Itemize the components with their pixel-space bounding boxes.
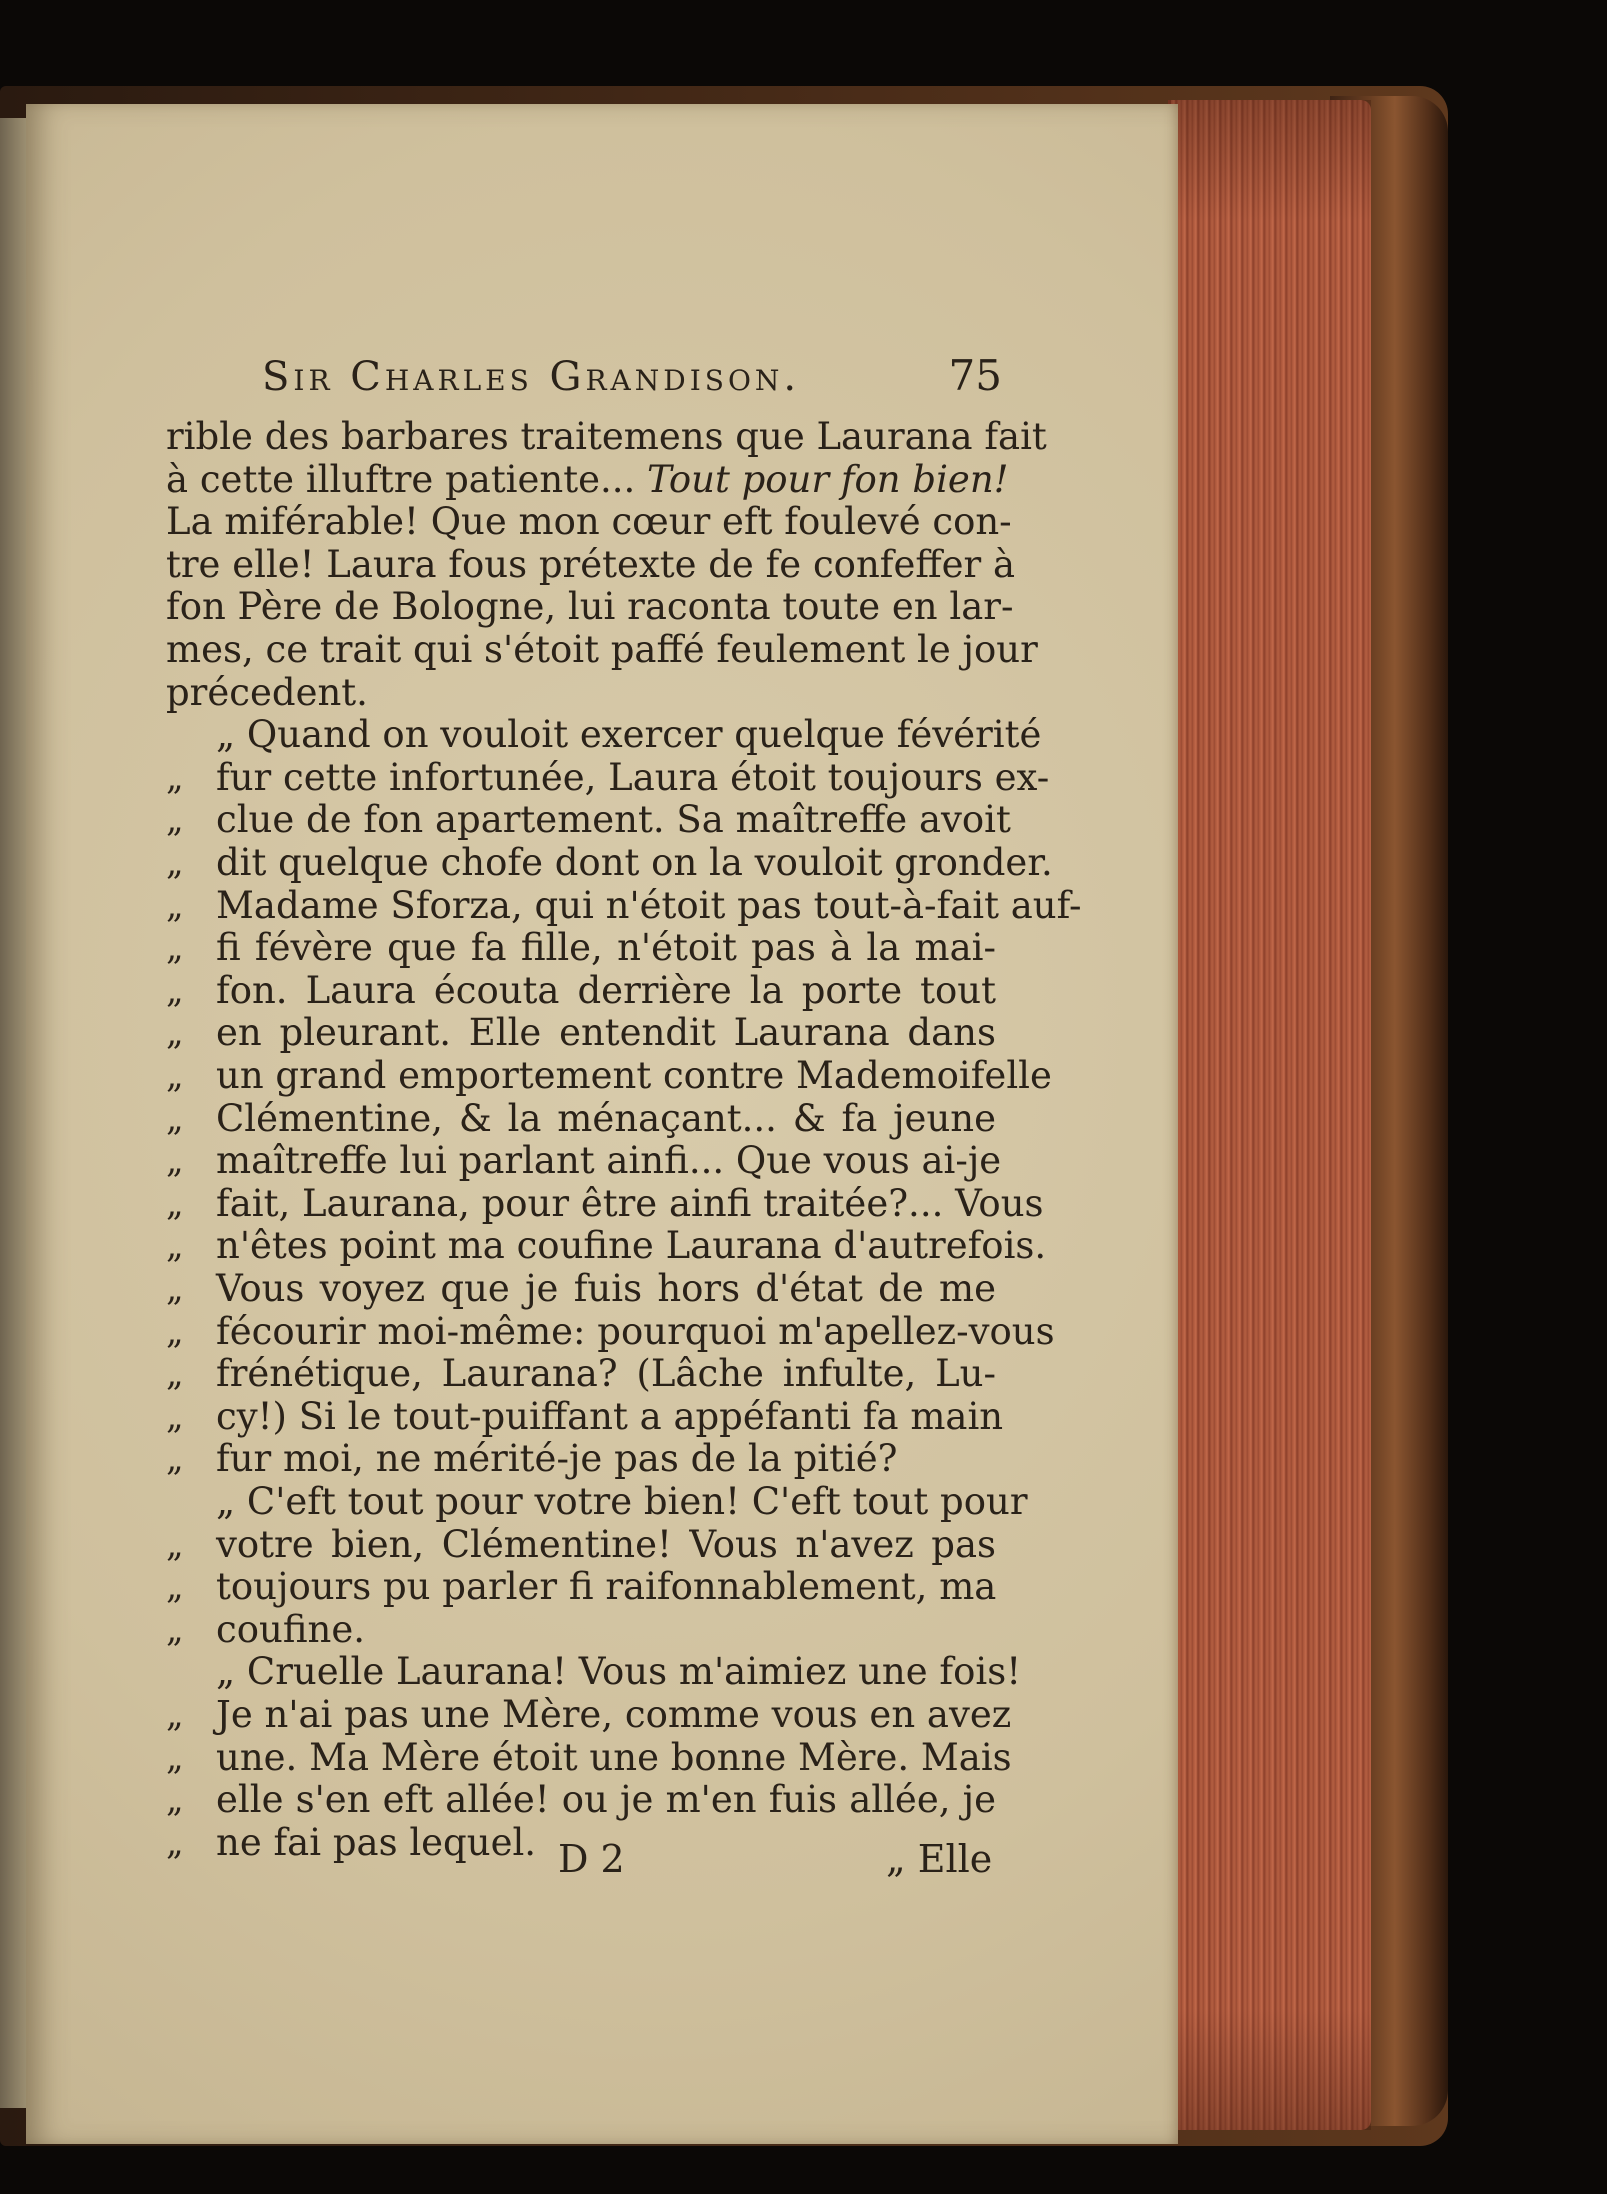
text-line: [166, 1779, 996, 1821]
line-text: „ Quand on vouloit exercer quelque févérité: [216, 713, 1042, 757]
text-line: [166, 415, 1047, 458]
text-line: [166, 1693, 1012, 1736]
line-text: rible des barbares traitemens que Laurana fait: [166, 415, 1047, 458]
line-text: Je n'ai pas une Mère, comme vous en avez: [216, 1693, 1012, 1736]
line-text: toujours pu parler fi raifonnablement, ma: [216, 1565, 997, 1609]
line-text: à cette illuftre patiente... Tout pour fon bien!: [166, 457, 1009, 501]
text-line: [166, 1309, 1055, 1353]
text-line: [166, 542, 1016, 586]
line-text: mes, ce trait qui s'étoit paffé feulement le jour: [166, 628, 1038, 671]
quote-mark: „: [166, 1524, 184, 1565]
book-page: [26, 104, 1178, 2144]
text-line: [166, 713, 1042, 757]
text-line: [166, 1098, 996, 1140]
text-line: [166, 1650, 1022, 1694]
text-line: [166, 927, 996, 969]
quote-mark: „: [166, 1183, 184, 1224]
line-text: cy!) Si le tout-puiffant a appéfanti fa main: [216, 1394, 1004, 1438]
quote-mark: „: [166, 1226, 184, 1267]
text-line: [166, 1353, 996, 1395]
line-text: Madame Sforza, qui n'étoit pas tout-à-fait auf-: [216, 883, 1082, 927]
quote-mark: „: [166, 1567, 184, 1608]
line-text: n'êtes point ma coufine Laurana d'autrefois.: [216, 1224, 1047, 1268]
quote-mark: „: [166, 928, 184, 969]
text-line: [166, 1054, 1052, 1097]
line-text: en pleurant. Elle entendit Laurana dans: [216, 1011, 996, 1055]
text-line: [166, 1394, 1004, 1438]
line-text: une. Ma Mère étoit une bonne Mère. Mais: [216, 1735, 1012, 1779]
quote-mark: „: [166, 1269, 184, 1309]
line-text: fécourir moi-même: pourquoi m'apellez-vous: [216, 1309, 1055, 1353]
text-line: [166, 1268, 996, 1310]
text-line: [166, 672, 996, 714]
catchword: „ Elle: [886, 1837, 993, 1881]
text-line: [166, 1566, 996, 1608]
line-text: Clémentine, & la ménaçant... & fa jeune: [216, 1096, 996, 1140]
italic-phrase: Tout pour fon bien!: [635, 457, 1009, 501]
quote-mark: „: [166, 1609, 184, 1650]
quote-mark: „: [166, 1822, 184, 1863]
line-text: Vous voyez que je fuis hors d'état de me: [216, 1267, 996, 1310]
text-line: [166, 1139, 1002, 1183]
line-text: „ Cruelle Laurana! Vous m'aimiez une fois!: [216, 1650, 1022, 1694]
quote-mark: „: [166, 1780, 184, 1821]
text-line: [166, 841, 1053, 884]
quote-mark: „: [166, 1013, 184, 1054]
line-text: fur cette infortunée, Laura étoit toujours ex-: [216, 755, 1050, 799]
quote-mark: „: [166, 1056, 184, 1096]
quote-mark: „: [166, 757, 184, 798]
quote-mark: „: [166, 800, 184, 841]
quote-mark: „: [166, 1311, 184, 1352]
line-text: „ C'eft tout pour votre bien! C'eft tout pour: [216, 1480, 1028, 1523]
line-text: dit quelque chofe dont on la vouloit gronder.: [216, 841, 1053, 884]
signature-mark: D 2: [558, 1837, 625, 1881]
line-text: frénétique, Laurana? (Lâche infulte, Lu-: [216, 1352, 996, 1396]
page-number: 75: [948, 351, 1002, 400]
line-text: fon Père de Bologne, lui raconta toute en lar-: [166, 585, 1014, 629]
text-line: [166, 798, 1011, 842]
quote-mark: „: [166, 1737, 184, 1778]
page-edges: [1168, 100, 1371, 2130]
text-line: [166, 1822, 996, 1864]
line-text: fon. Laura écouta derrière la porte tout: [216, 968, 996, 1012]
text-line: [166, 1012, 996, 1054]
running-head: Sir Charles Grandison.: [262, 354, 801, 400]
line-text: La miférable! Que mon cœur eft foulevé con-: [166, 500, 1012, 544]
text-line: [166, 1524, 996, 1566]
line-text: un grand emportement contre Mademoifelle: [216, 1054, 1052, 1097]
line-text: votre bien, Clémentine! Vous n'avez pas: [216, 1522, 996, 1566]
text-line: [166, 1480, 1028, 1523]
line-text: clue de fon apartement. Sa maîtreffe avoit: [216, 798, 1011, 842]
quote-mark: „: [166, 1396, 184, 1437]
quote-mark: „: [166, 885, 184, 926]
quote-mark: „: [166, 1141, 184, 1182]
text-line: [166, 628, 1038, 671]
page-header: [262, 351, 1002, 401]
quote-mark: „: [166, 1439, 184, 1480]
text-line: [166, 585, 1014, 629]
text-line: [166, 970, 996, 1012]
text-line: [166, 500, 1012, 544]
quote-mark: „: [166, 843, 184, 883]
text-line: [166, 883, 1082, 927]
line-text: fi févère que fa fille, n'étoit pas à la mai-: [216, 926, 996, 970]
text-line: [166, 1438, 996, 1480]
line-text: maîtreffe lui parlant ainfi... Que vous ai-je: [216, 1139, 1002, 1183]
quote-mark: „: [166, 1354, 184, 1395]
text-line: [166, 1181, 1044, 1225]
text-line: [166, 755, 1050, 799]
text-line: [166, 1224, 1047, 1268]
line-text: tre elle! Laura fous prétexte de fe confeffer à: [166, 542, 1016, 586]
line-text: précedent.: [166, 670, 368, 714]
line-text: fait, Laurana, pour être ainfi traitée?... Vous: [216, 1181, 1044, 1225]
quote-mark: „: [166, 970, 184, 1011]
text-line: [166, 457, 1009, 501]
quote-mark: „: [166, 1695, 184, 1735]
quote-mark: „: [166, 1098, 184, 1139]
line-text: ne fai pas lequel.: [216, 1820, 537, 1864]
line-text: fur moi, ne mérité-je pas de la pitié?: [216, 1437, 898, 1481]
line-text: coufine.: [216, 1607, 365, 1651]
text-line: [166, 1609, 996, 1651]
line-text: elle s'en eft allée! ou je m'en fuis allée, je: [216, 1778, 996, 1822]
text-line: [166, 1735, 1012, 1779]
